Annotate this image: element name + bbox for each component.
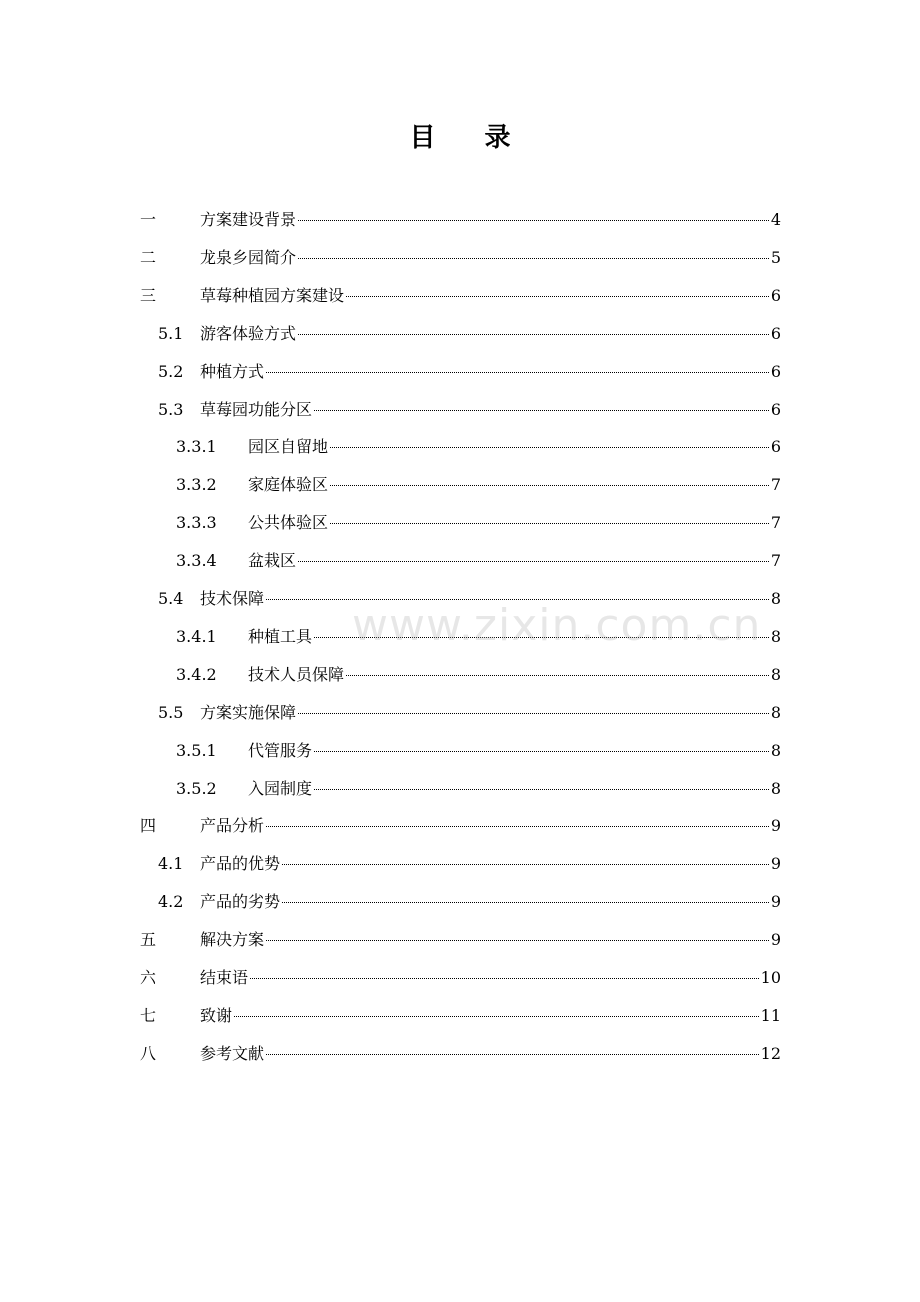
toc-entry-title: 产品的优势 [200, 854, 281, 874]
toc-entry-page: 6 [770, 361, 781, 381]
toc-dot-leader [330, 485, 769, 486]
toc-entry[interactable] [0, 733, 920, 771]
toc-entry[interactable] [0, 240, 920, 278]
toc-entry-number: 3.3.1 [176, 437, 217, 457]
toc-entry-title: 技术人员保障 [248, 664, 345, 684]
toc-entry-page: 6 [770, 399, 781, 419]
toc-entry-number: 3.5.1 [176, 740, 217, 760]
toc-entry-number: 4.2 [158, 892, 184, 912]
toc-entry-page: 9 [770, 930, 781, 950]
toc-entry-line [248, 549, 781, 573]
toc-entry-line [200, 701, 781, 725]
toc-entry-page: 5 [770, 247, 781, 267]
toc-entry-page: 9 [770, 816, 781, 836]
toc-dot-leader [266, 826, 769, 827]
toc-entry-title: 解决方案 [200, 930, 265, 950]
toc-dot-leader [298, 334, 769, 335]
toc-entry-page: 4 [770, 210, 781, 229]
toc-entry[interactable] [0, 657, 920, 695]
toc-entry-line [200, 852, 781, 876]
toc-entry-title: 草莓园功能分区 [200, 399, 313, 419]
toc-dot-leader [346, 675, 769, 676]
toc-entry-number: 3.4.1 [176, 626, 217, 646]
toc-entry-page: 6 [770, 437, 781, 457]
toc-entry[interactable] [0, 354, 920, 392]
toc-entry-title: 产品分析 [200, 816, 265, 836]
toc-entry-number: 3.5.2 [176, 778, 217, 798]
toc-entry-page: 6 [770, 323, 781, 343]
toc-entry-number: 七 [140, 1005, 157, 1025]
toc-entry-title: 种植工具 [248, 626, 313, 646]
toc-entry-number: 5.5 [158, 702, 184, 722]
toc-dot-leader [298, 258, 769, 259]
toc-entry[interactable] [0, 998, 920, 1036]
toc-entry-title: 游客体验方式 [200, 323, 297, 343]
toc-entry[interactable] [0, 922, 920, 960]
toc-entry-line [200, 284, 781, 308]
toc-entry[interactable] [0, 429, 920, 467]
toc-entry-page: 8 [770, 702, 781, 722]
toc-entry[interactable] [0, 1036, 920, 1074]
toc-dot-leader [266, 372, 769, 373]
toc-entry-title: 代管服务 [248, 740, 313, 760]
toc-entry-page: 11 [760, 1005, 781, 1025]
toc-entry-title: 入园制度 [248, 778, 313, 798]
toc-entry-title: 产品的劣势 [200, 892, 281, 912]
toc-entry-title: 方案建设背景 [200, 210, 297, 229]
toc-dot-leader [298, 220, 769, 221]
toc-entry-line [248, 473, 781, 497]
toc-entry-number: 5.1 [158, 323, 184, 343]
toc-entry-line [248, 739, 781, 763]
toc-entry-number: 六 [140, 968, 157, 987]
toc-entry-number: 3.3.4 [176, 551, 217, 571]
toc-entry[interactable] [0, 505, 920, 543]
toc-entry-line [200, 890, 781, 914]
toc-dot-leader [314, 789, 769, 790]
toc-entry[interactable] [0, 771, 920, 809]
toc-entry-page: 10 [760, 968, 781, 987]
toc-entry-line [248, 435, 781, 459]
toc-entry-line [248, 511, 781, 535]
toc-entry-page: 8 [770, 740, 781, 760]
toc-dot-leader [298, 561, 769, 562]
toc-entry-line [200, 246, 781, 270]
toc-entry-title: 方案实施保障 [200, 702, 297, 722]
toc-entry[interactable] [0, 202, 920, 240]
toc-entry[interactable] [0, 278, 920, 316]
toc-entry-page: 8 [770, 589, 781, 608]
toc-entry-title: 龙泉乡园简介 [200, 247, 297, 267]
toc-entry-number: 3.4.2 [176, 664, 217, 684]
toc-entry-number: 5.3 [158, 399, 184, 419]
toc-entry-title: 结束语 [200, 968, 249, 987]
toc-entry-line [200, 814, 781, 838]
toc-entry[interactable] [0, 960, 920, 998]
toc-dot-leader [346, 296, 769, 297]
toc-dot-leader [330, 447, 769, 448]
toc-entry-title: 盆栽区 [248, 551, 297, 571]
toc-entry-title: 技术保障 [200, 589, 265, 608]
toc-entry-number: 3.3.2 [176, 475, 217, 495]
toc-entry[interactable] [0, 695, 920, 733]
toc-dot-leader [250, 978, 759, 979]
toc-entry-title: 致谢 [200, 1005, 233, 1025]
toc-dot-leader [298, 713, 769, 714]
toc-entry[interactable] [0, 543, 920, 581]
toc-dot-leader [282, 864, 769, 865]
toc-entry-number: 一 [140, 210, 157, 229]
toc-entry-title: 种植方式 [200, 361, 265, 381]
toc-entry-page: 8 [770, 778, 781, 798]
toc-entry-page: 7 [770, 551, 781, 571]
toc-entry-title: 家庭体验区 [248, 475, 329, 495]
toc-dot-leader [234, 1016, 759, 1017]
toc-entry-page: 7 [770, 475, 781, 495]
toc-entry-line [200, 1042, 781, 1066]
toc-entry[interactable] [0, 884, 920, 922]
toc-entry[interactable] [0, 392, 920, 430]
toc-dot-leader [314, 410, 769, 411]
toc-entry-page: 8 [770, 664, 781, 684]
toc-entry[interactable] [0, 316, 920, 354]
toc-entry-page: 6 [770, 285, 781, 305]
toc-entry[interactable] [0, 846, 920, 884]
toc-dot-leader [266, 1054, 759, 1055]
toc-entry-title: 园区自留地 [248, 437, 329, 457]
toc-dot-leader [314, 751, 769, 752]
toc-entry-line [200, 398, 781, 422]
toc-title: 目 录 [409, 123, 531, 153]
toc-entry-number: 5.4 [158, 589, 184, 608]
toc-entry-line [200, 208, 781, 232]
toc-dot-leader [266, 940, 769, 941]
toc-entry-number: 二 [140, 247, 157, 267]
toc-entry-page: 9 [770, 892, 781, 912]
toc-entry-number: 三 [140, 285, 157, 305]
toc-entry-number: 八 [140, 1043, 157, 1063]
toc-entry-page: 12 [760, 1043, 781, 1063]
toc-entry-line [200, 966, 781, 990]
toc-dot-leader [282, 902, 769, 903]
toc-dot-leader [330, 523, 769, 524]
toc-entry-number: 4.1 [158, 854, 184, 874]
toc-entry-number: 四 [140, 816, 157, 836]
toc-entry[interactable] [0, 467, 920, 505]
toc-entry-title: 公共体验区 [248, 513, 329, 533]
toc-entry-number: 5.2 [158, 361, 184, 381]
toc-entry-page: 8 [770, 626, 781, 646]
toc-entry[interactable] [0, 808, 920, 846]
toc-entry-line [200, 360, 781, 384]
watermark: www.zixin.com.cn [352, 600, 762, 651]
toc-entry-line [200, 928, 781, 952]
toc-entry-number: 五 [140, 930, 157, 950]
toc-entry-line [200, 1004, 781, 1028]
toc-entry-line [200, 322, 781, 346]
toc-entry-line [248, 663, 781, 687]
toc-entry-page: 9 [770, 854, 781, 874]
toc-entry-number: 3.3.3 [176, 513, 217, 533]
toc-entry-line [248, 777, 781, 801]
toc-entry-title: 草莓种植园方案建设 [200, 285, 345, 305]
toc-entry-title: 参考文献 [200, 1043, 265, 1063]
toc-entry-page: 7 [770, 513, 781, 533]
